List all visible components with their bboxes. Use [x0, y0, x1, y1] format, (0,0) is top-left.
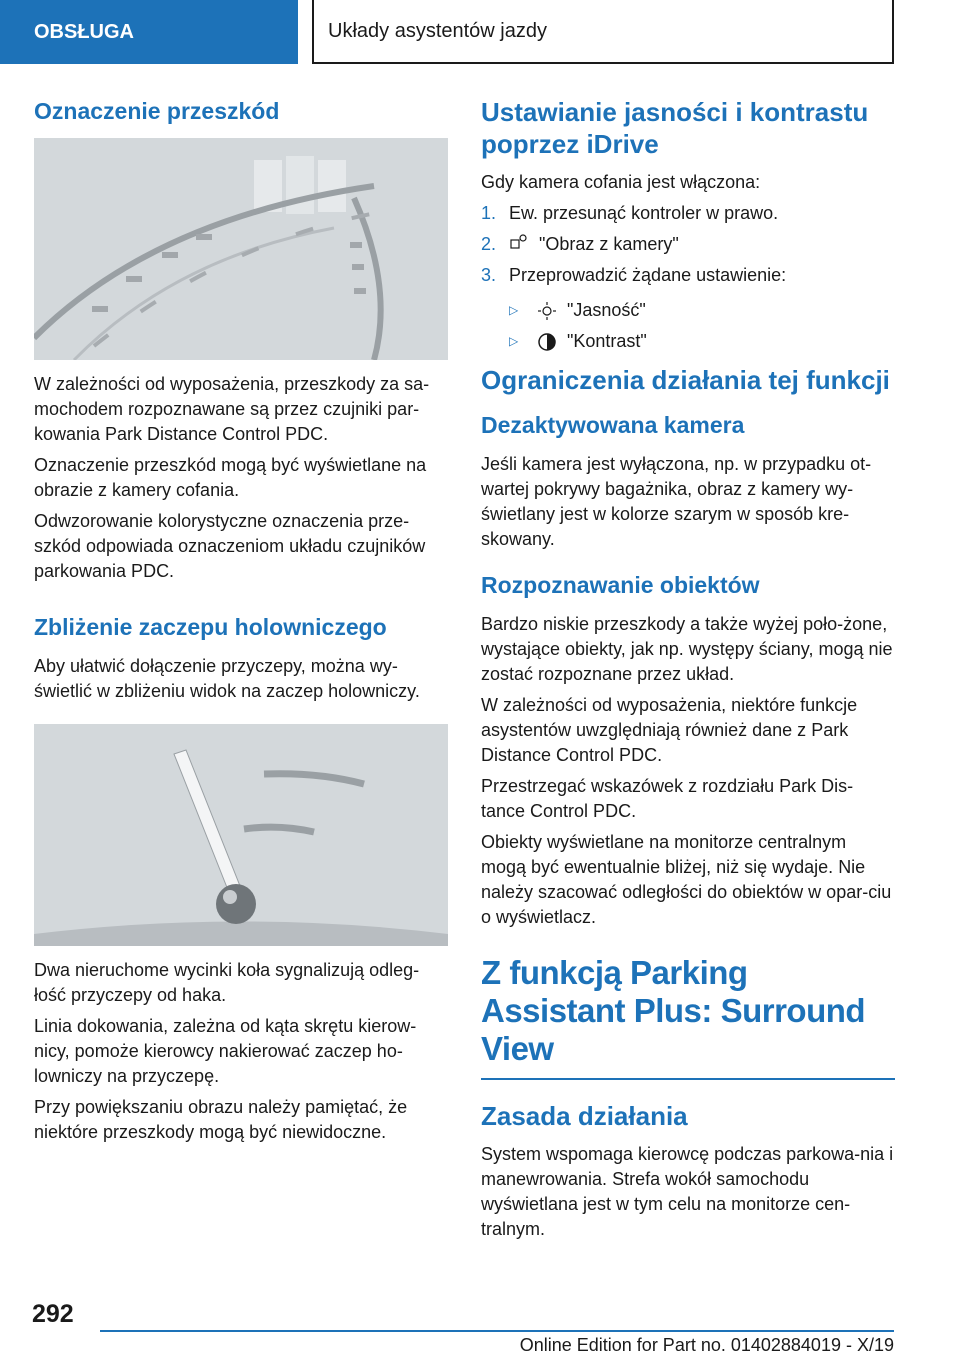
step-2 [481, 232, 895, 257]
step-text: Przeprowadzić żądane ustawienie: [509, 265, 787, 285]
hitch-zoom-image [34, 724, 448, 946]
detection-text-1: Bardzo niskie przeszkody a także wyżej poło-żone, wystające obiekty, jak np. występy ściany, mogą nie zostać rozpoznane przez układ. [481, 614, 893, 684]
contrast-icon [537, 332, 557, 352]
obstacles-text-3: Odwzorowanie kolorystyczne oznaczenia prze-szkód odpowiada oznaczeniom układu czujników parkowania PDC. [34, 511, 426, 581]
steps-list [481, 201, 895, 288]
hitch-text-4: Przy powiększaniu obrazu należy pamiętać, że niektóre przeszkody mogą być niewidoczne. [34, 1097, 408, 1142]
camera-settings-icon [509, 232, 529, 252]
hitch-text-3: Linia dokowania, zależna od kąta skrętu kierow-nicy, pomoże kierowcy nakierować zaczep ho-lowniczy na przyczepę. [34, 1016, 417, 1086]
obstacle-markers-image [34, 138, 448, 360]
left-column [34, 96, 448, 1151]
hitch-text-1: Aby ułatwić dołączenie przyczepy, można wy-świetlić w zbliżeniu widok na zaczep holowniczy. [34, 656, 420, 701]
step-text: Ew. przesunąć kontroler w prawo. [509, 203, 779, 223]
heading-hitch: Zbliżenie zaczepu holowniczego [34, 614, 387, 640]
heading-limits: Ograniczenia działania tej funkcji [481, 365, 890, 395]
footer-edition: Online Edition for Part no. 01402884019 - X/19 [519, 1335, 894, 1355]
principle-text: System wspomaga kierowcę podczas parkowa-nia i manewrowania. Strefa wokół samochodu wyświetlana jest w tym celu na monitorze cen-tralnym. [481, 1144, 894, 1239]
brightness-icon [537, 301, 557, 321]
step-number: 3. [481, 265, 497, 285]
heading-object-detection: Rozpoznawanie obiektów [481, 572, 760, 598]
detection-text-3: Przestrzegać wskazówek z rozdziału Park Dis-tance Control PDC. [481, 776, 854, 821]
triangle-bullet-icon: ▷ [509, 303, 519, 317]
detection-text-2: W zależności od wyposażenia, niektóre funkcje asystentów uwzględniają również dane z Park Distance Control PDC. [481, 695, 858, 765]
sub-item-text: "Jasność" [567, 300, 646, 320]
chapter-title: Układy asystentów jazdy [312, 0, 894, 64]
sub-item-brightness [509, 298, 895, 323]
right-column [481, 96, 895, 1248]
obstacles-text-1: W zależności od wyposażenia, przeszkody za sa-mochodem rozpoznawane są przez czujniki par-kowania Park Distance Control PDC. [34, 374, 430, 444]
heading-camera-disabled: Dezaktywowana kamera [481, 412, 745, 438]
step-number: 1. [481, 203, 497, 223]
sub-item-text: "Kontrast" [567, 331, 647, 351]
heading-obstacles: Oznaczenie przeszkód [34, 98, 280, 124]
step-1 [481, 201, 895, 226]
page-number: 292 [32, 1300, 74, 1328]
triangle-bullet-icon: ▷ [509, 334, 519, 348]
hitch-text-2: Dwa nieruchome wycinki koła sygnalizują odleg-łość przyczepy od haka. [34, 960, 420, 1005]
brightness-intro: Gdy kamera cofania jest włączona: [481, 172, 761, 192]
step-number: 2. [481, 234, 497, 254]
camera-disabled-text: Jeśli kamera jest wyłączona, np. w przypadku ot-wartej pokrywy bagażnika, obraz z kamery wy-świetlany jest w kolorze szarym w sposób kre-skowany. [481, 454, 872, 549]
heading-rule [481, 1078, 895, 1080]
heading-brightness-contrast: Ustawianie jasności i kontrastu poprzez iDrive [481, 97, 869, 159]
section-tab: OBSŁUGA [0, 0, 298, 64]
step-text: "Obraz z kamery" [539, 234, 679, 254]
detection-text-4: Obiekty wyświetlane na monitorze centralnym mogą być ewentualnie bliżej, niż się wydaje. Nie należy szacować odległości do obiektów w opar-ciu o wyświetlacz. [481, 832, 892, 927]
settings-sublist [509, 298, 895, 354]
obstacles-text-2: Oznaczenie przeszkód mogą być wyświetlane na obrazie z kamery cofania. [34, 455, 427, 500]
heading-surround-view: Z funkcją Parking Assistant Plus: Surround View [481, 954, 866, 1067]
footer-rule [100, 1330, 894, 1332]
sub-item-contrast [509, 329, 895, 354]
heading-principle: Zasada działania [481, 1101, 688, 1131]
step-3 [481, 263, 895, 288]
